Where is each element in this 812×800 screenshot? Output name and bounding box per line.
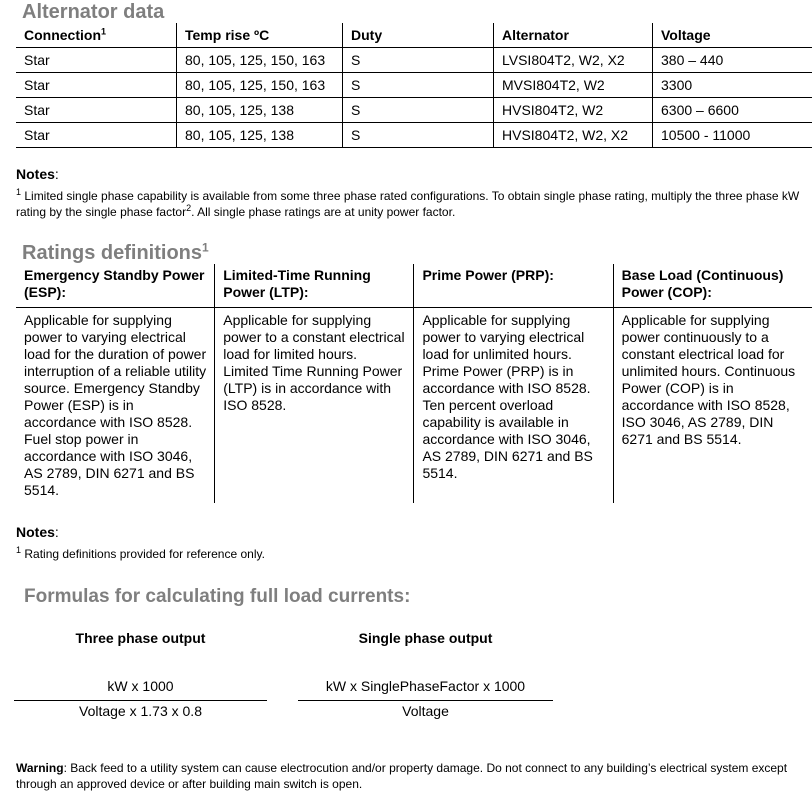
- ratings-header-row: [16, 264, 812, 308]
- table-row: [16, 123, 812, 148]
- header-esp: Emergency Standby Power (ESP):: [16, 264, 215, 308]
- three-phase-label: Three phase output: [75, 630, 206, 646]
- cell-temp-rise: 80, 105, 125, 138: [177, 98, 343, 123]
- cell-duty: S: [343, 123, 494, 148]
- rating-definitions-note: $^1$ Rating definitions provided for reference only.: [16, 545, 265, 561]
- cell-connection: Star: [16, 48, 177, 73]
- notes-label: Notes:: [16, 524, 59, 540]
- cell-alternator: LVSI804T2, W2, X2: [494, 48, 653, 73]
- notes-label: Notes:: [16, 166, 59, 182]
- three-phase-numerator: kW x 1000: [107, 678, 174, 694]
- header-prp: Prime Power (PRP):: [414, 264, 613, 308]
- cell-connection: Star: [16, 98, 177, 123]
- cell-voltage: 380 – 440: [653, 48, 812, 73]
- header-temp-rise: Temp rise ºC: [177, 23, 343, 48]
- three-phase-denominator: Voltage x 1.73 x 0.8: [79, 703, 202, 719]
- alternator-data-heading: Alternator data: [22, 1, 165, 23]
- cell-voltage: 10500 - 11000: [653, 123, 812, 148]
- formulas-heading: Formulas for calculating full load currents:: [24, 586, 411, 607]
- single-phase-note: $^1$ Limited single phase capability is available from some three phase rated configurations. To obtain single phase rating, multiply the three phase kW rating by the single phase factor$^2$. All single phase ratings are at unity power factor.: [16, 187, 800, 219]
- header-voltage: Voltage: [653, 23, 812, 48]
- cell-temp-rise: 80, 105, 125, 150, 163: [177, 48, 343, 73]
- alternator-table-header-row: [16, 23, 812, 48]
- ratings-body-row: [16, 308, 812, 504]
- single-phase-formula: [298, 630, 553, 730]
- warning-text: Warning: Back feed to a utility system can cause electrocution and/or property damage. Do not connect to any building’s electrical system except through an approved device or after building main switch is open.: [16, 761, 788, 791]
- cell-duty: S: [343, 98, 494, 123]
- ratings-definitions-table: [16, 264, 812, 503]
- cell-temp-rise: 80, 105, 125, 138: [177, 123, 343, 148]
- body-prp: Applicable for supplying power to varying electrical load for unlimited hours. Prime Power (PRP) is in accordance with ISO 8528. Ten percent overload capability is available in accordance with ISO 3046, AS 2789, DIN 6271 and BS 5514.: [414, 308, 613, 504]
- body-cop: Applicable for supplying power continuously to a constant electrical load for unlimited hours. Continuous Power (COP) is in accordance with ISO 8528, ISO 3046, AS 2789, DIN 6271 and BS 5514.: [621, 312, 796, 447]
- cell-voltage: 3300: [653, 73, 812, 98]
- body-ltp: Applicable for supplying power to a constant electrical load for limited hours. Limited Time Running Power (LTP) is in accordance with ISO 8528.: [215, 308, 414, 504]
- header-duty: Duty: [343, 23, 494, 48]
- cell-connection: Star: [16, 123, 177, 148]
- cell-alternator: HVSI804T2, W2: [494, 98, 653, 123]
- header-cop: Base Load (Continuous) Power (COP):: [613, 264, 812, 308]
- table-row: [16, 48, 812, 73]
- body-esp: Applicable for supplying power to varying electrical load for the duration of power interruption of a reliable utility source. Emergency Standby Power (ESP) is in accordance with ISO 8528. Fuel stop power in accordance with ISO 3046, AS 2789, DIN 6271 and BS 5514.: [16, 308, 215, 504]
- cell-connection: Star: [16, 73, 177, 98]
- cell-duty: S: [343, 73, 494, 98]
- cell-alternator: HVSI804T2, W2, X2: [494, 123, 653, 148]
- table-row: [16, 98, 812, 123]
- fraction-bar: [14, 700, 267, 701]
- cell-temp-rise: 80, 105, 125, 150, 163: [177, 73, 343, 98]
- header-ltp: Limited-Time Running Power (LTP):: [215, 264, 414, 308]
- single-phase-denominator: Voltage: [402, 703, 449, 719]
- cell-duty: S: [343, 48, 494, 73]
- cell-voltage: 6300 – 6600: [653, 98, 812, 123]
- three-phase-formula: [14, 630, 267, 730]
- cell-alternator: MVSI804T2, W2: [494, 73, 653, 98]
- ratings-definitions-heading: Ratings definitions$^1$: [22, 240, 209, 264]
- table-row: [16, 73, 812, 98]
- header-alternator: Alternator: [494, 23, 653, 48]
- header-connection: Connection$^1$: [16, 23, 177, 48]
- single-phase-label: Single phase output: [358, 630, 493, 646]
- alternator-data-table: [16, 23, 812, 148]
- fraction-bar: [298, 700, 553, 701]
- single-phase-numerator: kW x SinglePhaseFactor x 1000: [325, 678, 526, 694]
